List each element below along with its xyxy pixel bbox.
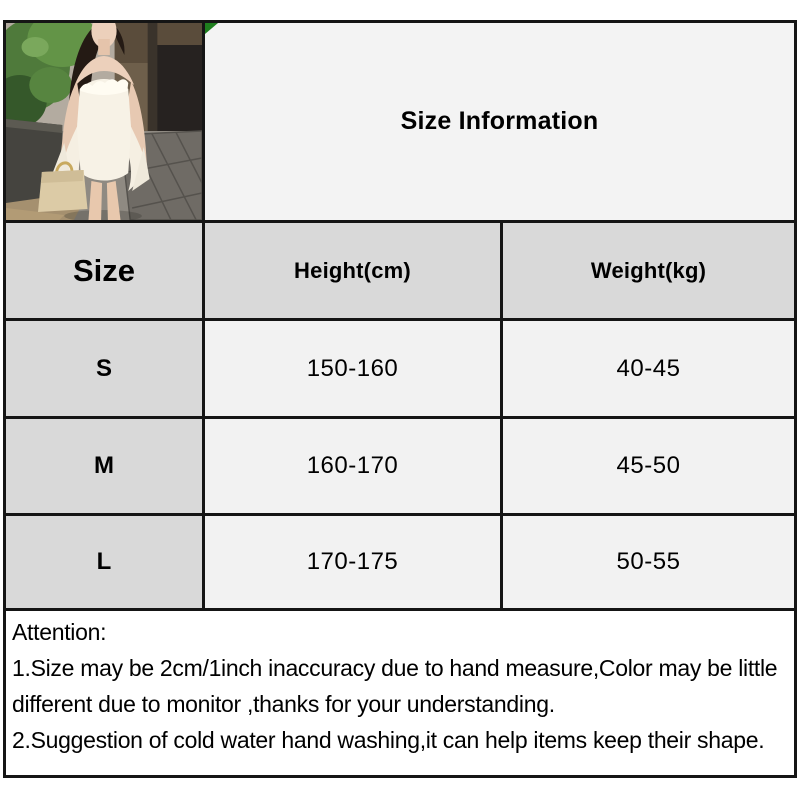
row-s-size-cell: S [6,321,205,419]
row-l-height-cell: 170-175 [205,516,503,611]
attention-line-1b: different due to monitor ,thanks for your understanding. [12,691,555,717]
cell-corner-marker-triangle [205,23,218,34]
row-m-size-cell: M [6,419,205,516]
column-header-size: Size [6,223,205,321]
attention-line-1a: 1.Size may be 2cm/1inch inaccuracy due to hand measure,Color may be little [12,655,778,681]
attention-line-2: 2.Suggestion of cold water hand washing,it can help items keep their shape. [12,727,765,753]
column-header-height: Height(cm) [205,223,503,321]
attention-notes [6,611,794,775]
size-chart-sheet [3,20,797,778]
product-photo-illustration [6,23,202,220]
attention-heading: Attention: [12,619,107,645]
page-title: Size Information [400,107,599,135]
product-photo [6,23,205,223]
row-m-height-cell: 160-170 [205,419,503,516]
row-s-height-cell: 150-160 [205,321,503,419]
column-header-weight: Weight(kg) [503,223,794,321]
row-s-weight-cell: 40-45 [503,321,794,419]
size-information-header [205,23,794,223]
row-l-size-cell: L [6,516,205,611]
row-m-weight-cell: 45-50 [503,419,794,516]
row-l-weight-cell: 50-55 [503,516,794,611]
